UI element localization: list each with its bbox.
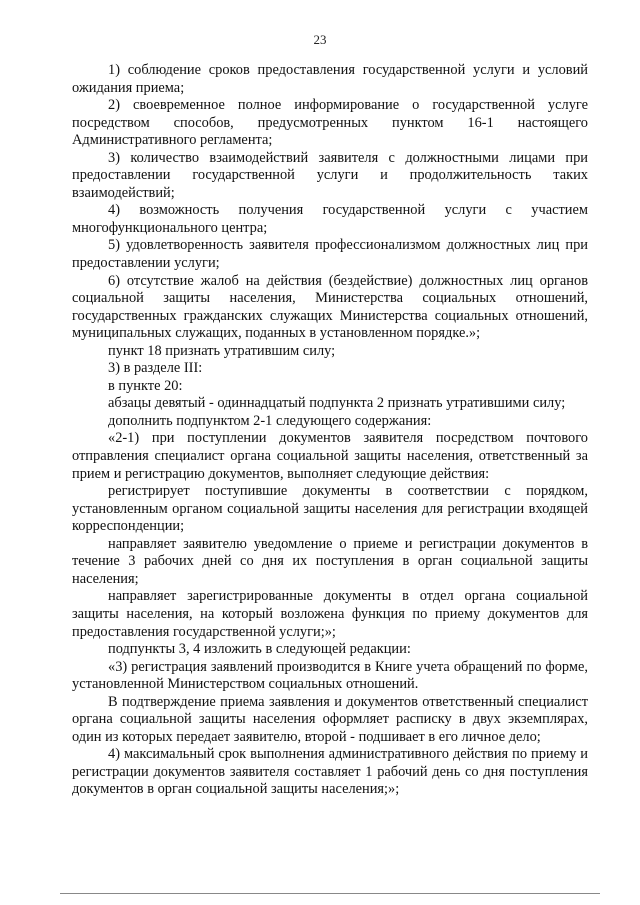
document-body (72, 62, 588, 799)
paragraph-3: 3) количество взаимодействий заявителя с должностными лицами при предоставлении государственной услуги и продолжительность таких взаимодействий; (72, 149, 588, 201)
paragraph-12: «2-1) при поступлении документов заявителя посредством почтового отправления специалист органа социальной защиты населения, ответственный за прием и регистрацию документов, выполняет следующие действия: (72, 430, 588, 482)
paragraph-19: 4) максимальный срок выполнения административного действия по приему и регистрации документов заявителя составляет 1 рабочий день со дня поступления документов в орган социальной защиты населения;»; (72, 746, 588, 798)
paragraph-18: В подтверждение приема заявления и документов ответственный специалист органа социальной защиты населения оформляет расписку в двух экземплярах, один из которых передает заявителю, второй - подшивает в его личное дело; (72, 693, 588, 745)
paragraph-17: «3) регистрация заявлений производится в Книге учета обращений по форме, установленной Министерством социальных отношений. (72, 658, 588, 693)
paragraph-15: направляет зарегистрированные документы в отдел органа социальной защиты населения, на который возложена функция по приему документов для предоставления государственной услуги;»; (72, 588, 588, 640)
paragraph-5: 5) удовлетворенность заявителя профессионализмом должностных лиц при предоставлении услуги; (72, 237, 588, 272)
paragraph-7: пункт 18 признать утратившим силу; (108, 342, 336, 359)
page-number: 23 (313, 32, 327, 47)
bottom-divider (60, 893, 600, 894)
paragraph-2: 2) своевременное полное информирование о государственной услуге посредством способов, предусмотренных пунктом 16-1 настоящего Административного регламента; (72, 97, 588, 149)
paragraph-1: 1) соблюдение сроков предоставления государственной услуги и условий ожидания приема; (72, 62, 588, 96)
paragraph-13: регистрирует поступившие документы в соответствии с порядком, установленным органом социальной защиты населения для регистрации входящей корреспонденции; (72, 483, 588, 535)
paragraph-16: подпункты 3, 4 изложить в следующей редакции: (108, 641, 411, 658)
paragraph-10: абзацы девятый - одиннадцатый подпункта 2 признать утратившими силу; (108, 395, 566, 412)
paragraph-4: 4) возможность получения государственной услуги с участием многофункционального центра; (72, 202, 588, 236)
paragraph-8: 3) в разделе III: (108, 360, 203, 377)
paragraph-9: в пункте 20: (108, 377, 183, 394)
paragraph-14: направляет заявителю уведомление о приеме и регистрации документов в течение 3 рабочих дней со дня их поступления в орган социальной защиты населения; (72, 535, 588, 587)
paragraph-6: 6) отсутствие жалоб на действия (бездействие) должностных лиц органов социальной защиты населения, Министерства социальных отношений, государственных гражданских служащих Министерства социальных отношений, муниципальных служащих, поданных в установленном порядке.»; (72, 272, 588, 342)
paragraph-11: дополнить подпунктом 2-1 следующего содержания: (108, 412, 432, 429)
